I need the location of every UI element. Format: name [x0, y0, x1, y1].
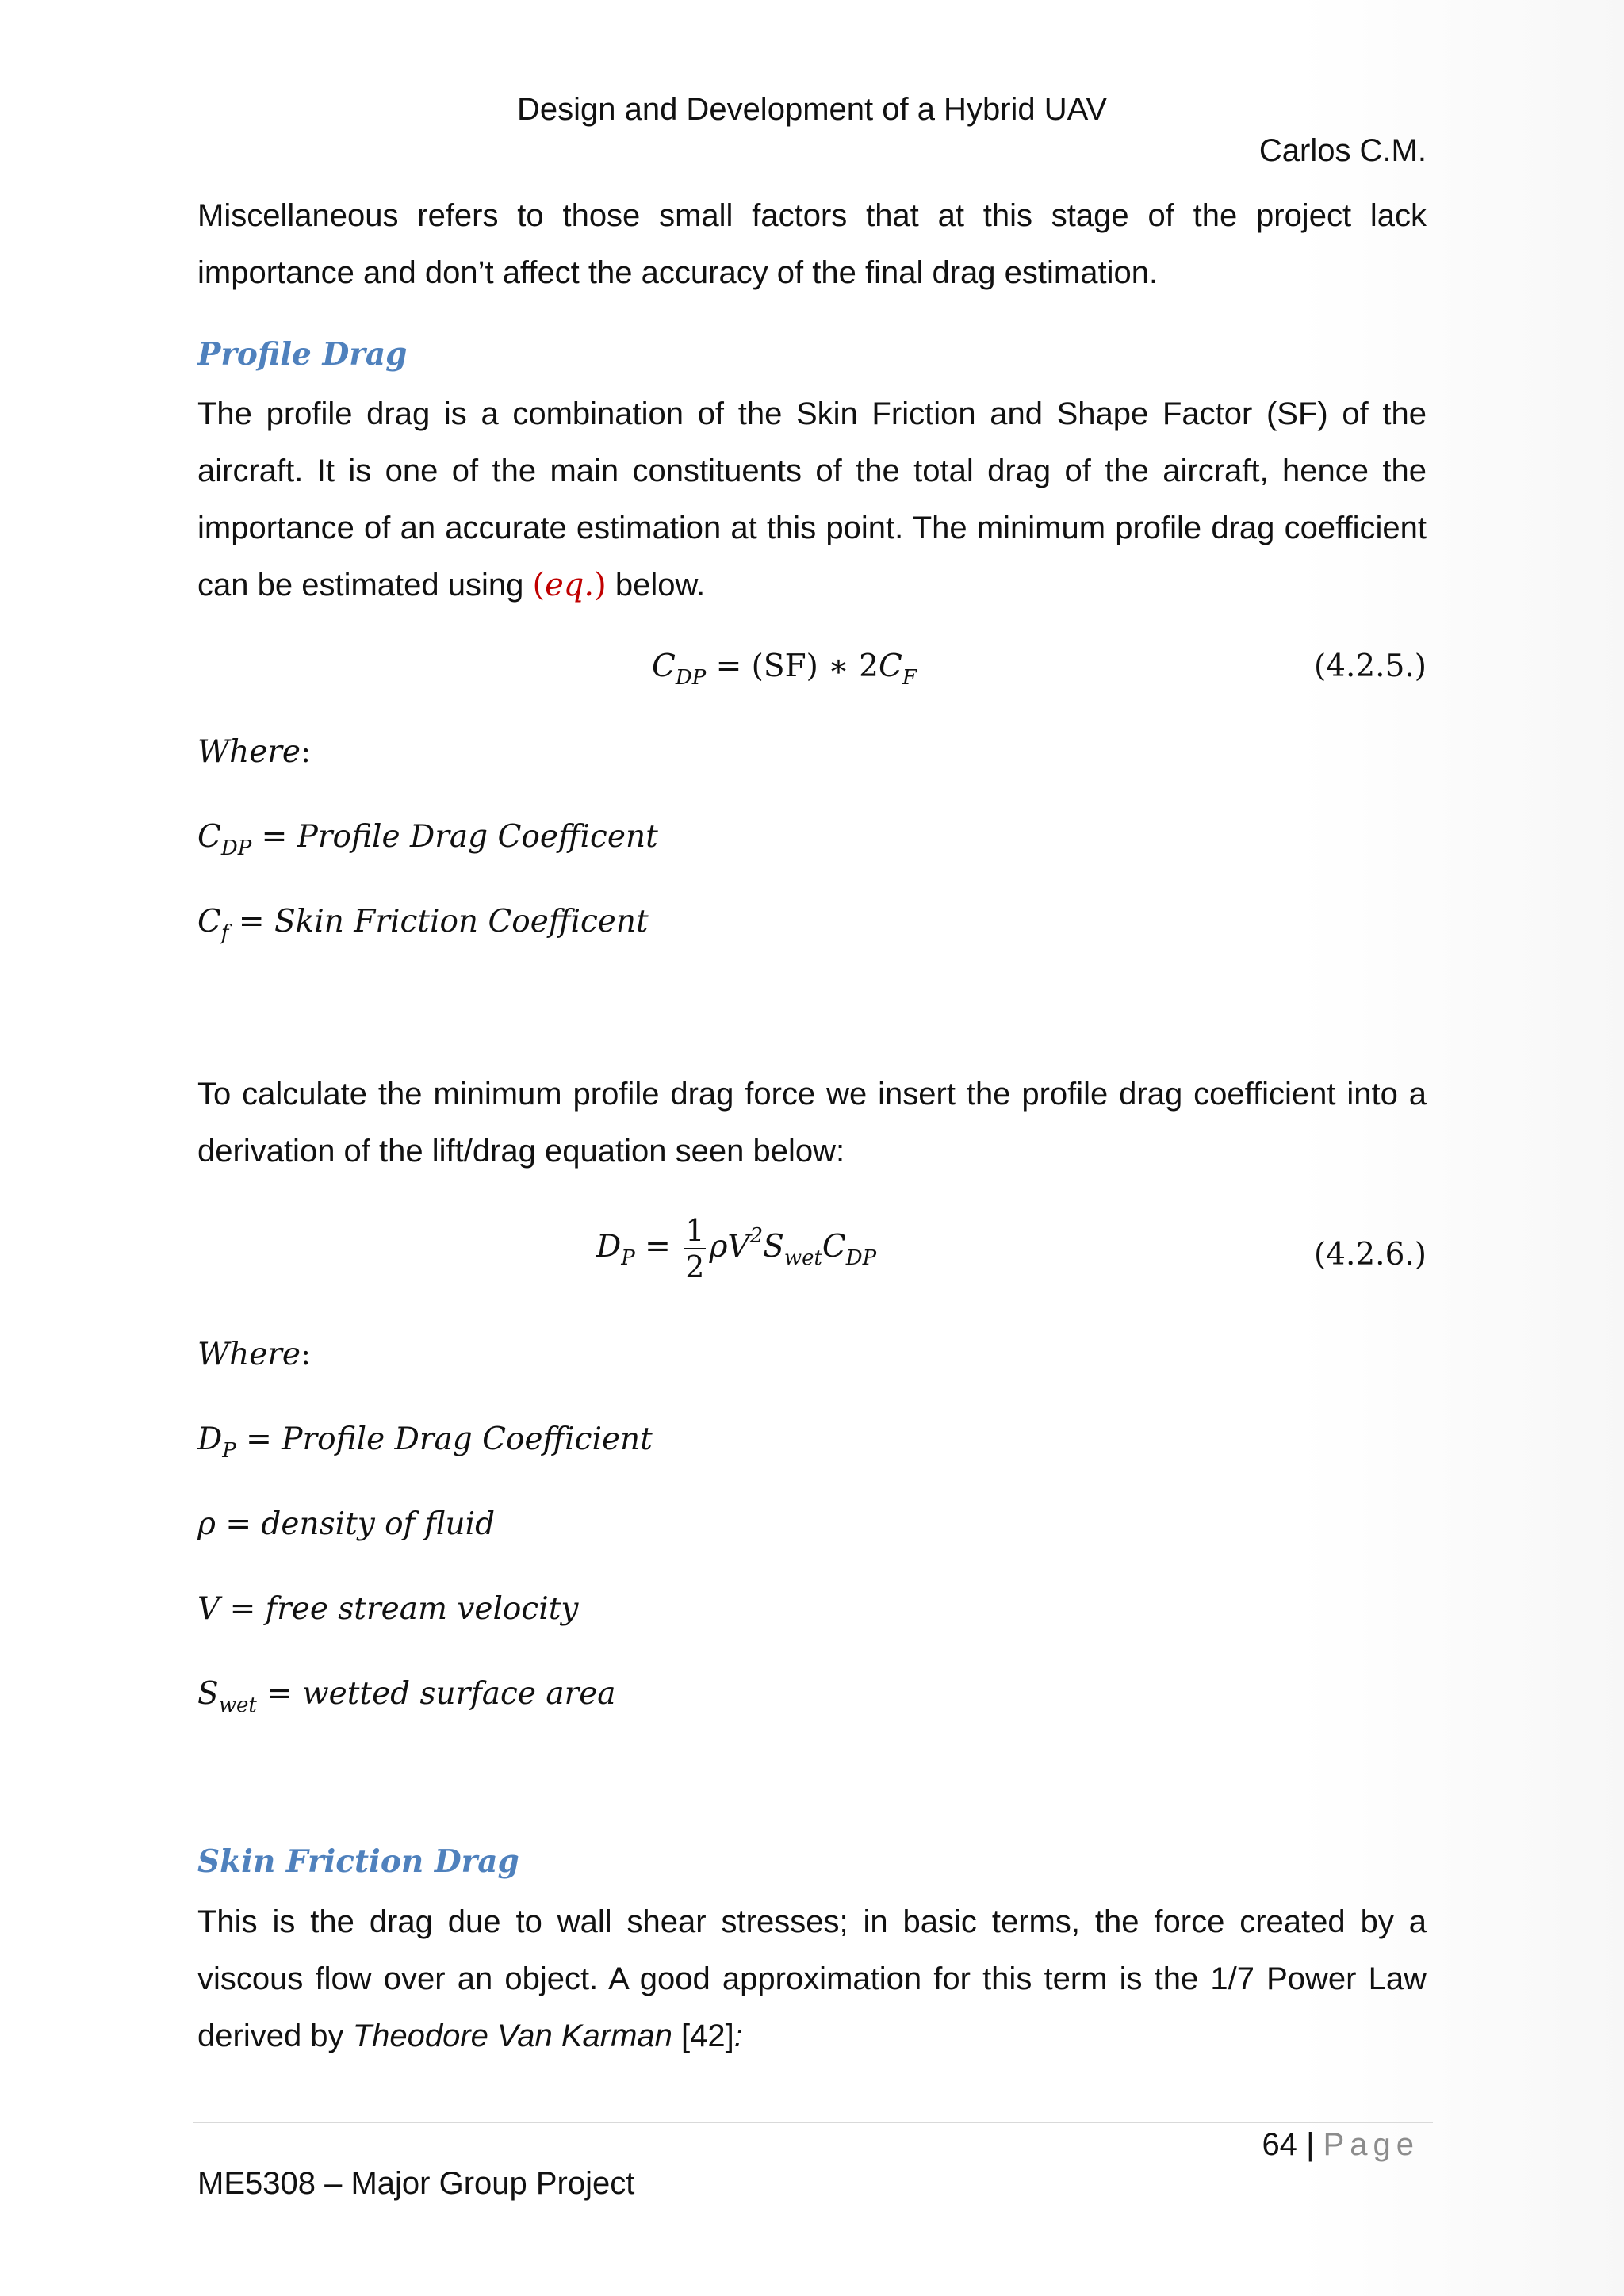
definition-text: free stream velocity: [265, 1591, 579, 1627]
eq2-velocity: V: [727, 1229, 750, 1265]
section-heading-skin-friction-drag: Skin Friction Drag: [197, 1843, 519, 1880]
eq2-surface-subscript: wet: [783, 1246, 822, 1270]
definition-subscript: wet: [218, 1693, 257, 1717]
definition-text: wetted surface area: [302, 1676, 616, 1712]
eq2-coefficient-subscript: DP: [845, 1246, 877, 1270]
definition-text: density of fluid: [261, 1506, 496, 1542]
definition-symbol: D: [197, 1422, 223, 1457]
definition-symbol: ρ: [197, 1506, 216, 1542]
where-label-text: Where: [197, 1337, 301, 1372]
running-header-title: Design and Development of a Hybrid UAV: [516, 92, 1108, 127]
eq1-rhs-expression: = (SF) ∗ 2: [706, 649, 879, 684]
footer-course: ME5308 – Major Group Project: [197, 2166, 635, 2201]
where-label: Where:: [197, 734, 312, 770]
intro-paragraph: [197, 187, 1427, 301]
colon: :: [733, 2019, 743, 2053]
definition-drag-force: $D_P$ = Profile Drag Coefficient: [197, 1422, 653, 1463]
skin-friction-paragraph: [197, 1893, 1427, 2064]
definition-symbol: S: [197, 1676, 219, 1712]
eq2-velocity-exponent: 2: [749, 1224, 764, 1248]
definition-skin-friction-coefficient: $C_f$ = Skin Friction Coefficent: [197, 904, 649, 945]
definition-wetted-area: $S_{wet}$ = wetted surface area: [197, 1676, 616, 1717]
definition-text: Profile Drag Coefficent: [297, 819, 658, 855]
definition-velocity: V = free stream velocity: [197, 1591, 579, 1627]
definition-profile-drag-coefficient: $C_{DP}$ = Profile Drag Coefficent: [197, 819, 658, 860]
definition-subscript: DP: [220, 836, 252, 860]
eq1-lhs-symbol: C: [652, 649, 676, 684]
definition-density: ρ = density of fluid: [197, 1506, 496, 1542]
page-number-label: Page: [1323, 2127, 1419, 2162]
eq1-lhs-subscript: DP: [675, 666, 707, 690]
definition-symbol: C: [197, 904, 221, 939]
definition-text: Skin Friction Coefficent: [274, 904, 649, 939]
eq2-surface: S: [763, 1229, 784, 1265]
equation-profile-drag-force: $D_P$ = $\frac{1}{2}$ $\rho V^2S_{wet}C_{DP}$: [596, 1213, 877, 1284]
skin-friction-text: This is the drag due to wall shear stresses; in basic terms, the force created by a viscous flow over an object. A good approximation for this term is the 1/7 Power Law derived by: [197, 1904, 1427, 2053]
page-number: [1262, 2127, 1419, 2163]
eq2-fraction: [684, 1213, 706, 1284]
eq2-lhs-symbol: D: [596, 1229, 622, 1265]
definition-subscript: f: [220, 921, 229, 945]
where-label-text: Where: [197, 734, 301, 770]
page-number-value: 64: [1262, 2127, 1297, 2162]
equation-number-4-2-6: (4.2.6.): [1313, 1237, 1427, 1272]
drag-force-paragraph: [197, 1066, 1427, 1180]
eq1-rhs-subscript: F: [902, 666, 917, 690]
definition-subscript: P: [222, 1439, 236, 1463]
where-label-2: Where:: [197, 1337, 312, 1372]
drag-force-text: To calculate the minimum profile drag force we insert the profile drag coefficient into a derivation of the lift/drag equation seen below:: [197, 1077, 1427, 1169]
equation-number-4-2-5: (4.2.5.): [1313, 649, 1427, 684]
page-number-separator: |: [1306, 2127, 1315, 2162]
scientist-name: Theodore Van Karman: [352, 2019, 672, 2053]
definition-symbol: V: [197, 1591, 220, 1627]
section-heading-profile-drag: Profile Drag: [197, 336, 408, 373]
profile-drag-text-end: below.: [615, 568, 706, 603]
fraction-denominator: 2: [685, 1249, 705, 1284]
eq2-coefficient: C: [822, 1229, 846, 1265]
profile-drag-paragraph: [197, 385, 1427, 614]
equation-reference[interactable]: (eq.): [532, 567, 607, 603]
eq1-rhs-symbol: C: [878, 649, 902, 684]
eq2-rho: ρ: [709, 1229, 728, 1265]
equation-reference-label: eq.: [545, 567, 595, 603]
running-header-author: Carlos C.M.: [1258, 133, 1427, 168]
intro-text: Miscellaneous refers to those small factors that at this stage of the project lack importance and don’t affect the accuracy of the final drag estimation.: [197, 198, 1427, 290]
equation-profile-drag-coefficient: [652, 649, 917, 690]
footer-divider: [193, 2122, 1433, 2123]
citation-link[interactable]: [42]: [681, 2019, 734, 2053]
fraction-numerator: 1: [685, 1213, 705, 1248]
eq2-lhs-subscript: P: [621, 1246, 635, 1270]
profile-drag-text: The profile drag is a combination of the Skin Friction and Shape Factor (SF) of the aircraft. It is one of the main constituents of the total drag of the aircraft, hence the importance of an accurate estimation at this point. The minimum profile drag coefficient can be estimated using: [197, 396, 1427, 603]
definition-symbol: C: [197, 819, 221, 855]
definition-text: Profile Drag Coefficient: [282, 1422, 653, 1457]
